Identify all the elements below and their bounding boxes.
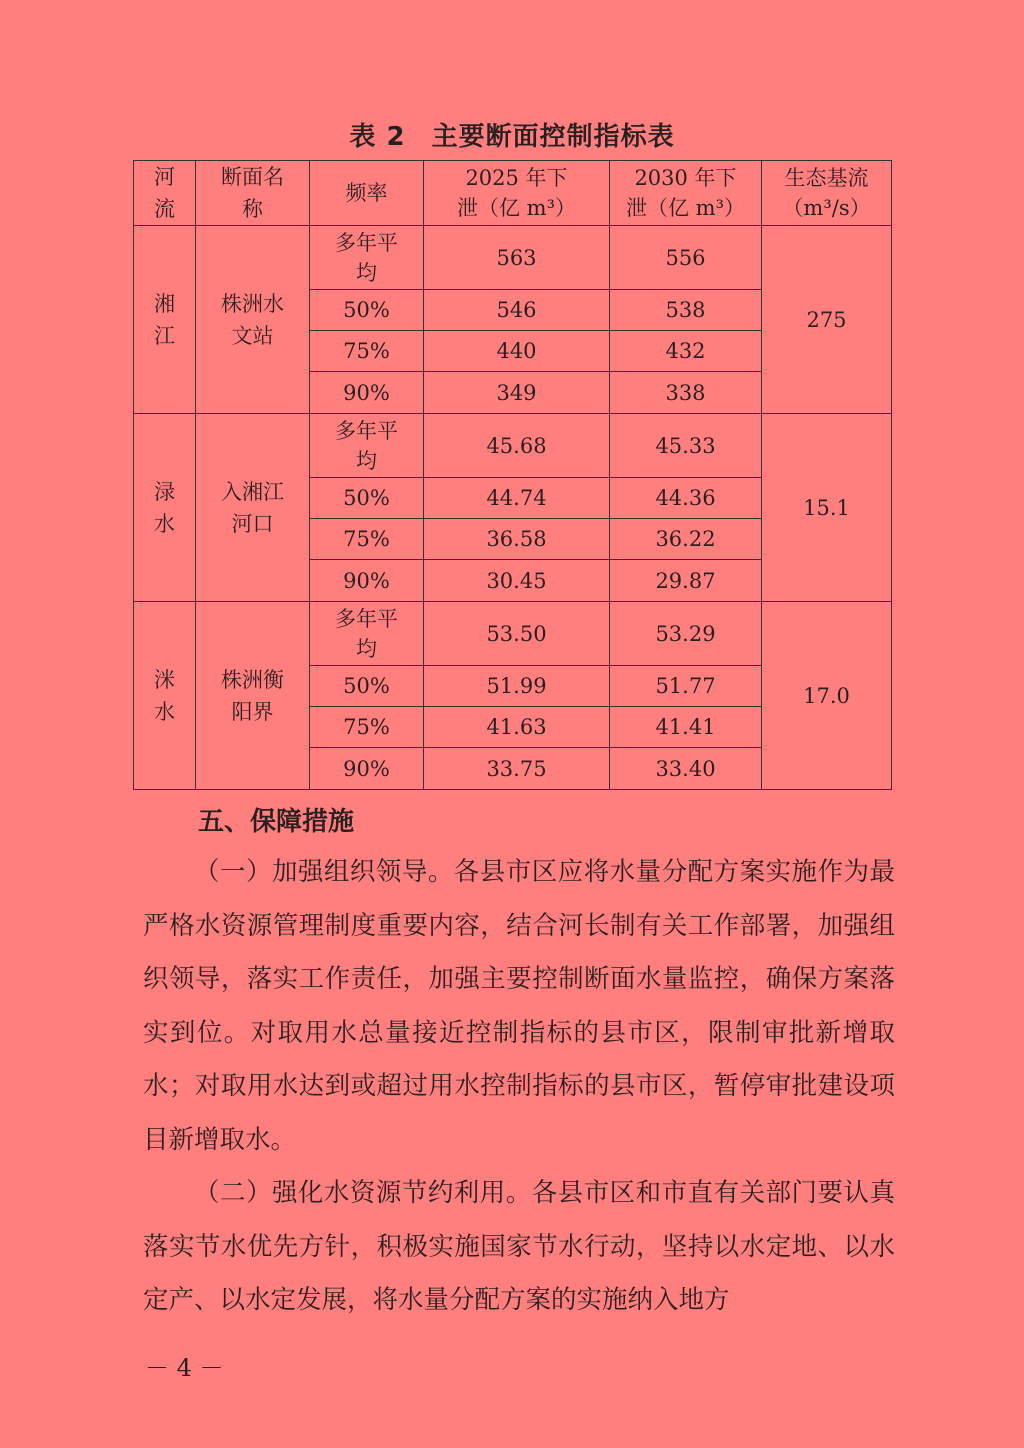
header-section: 断面名称 bbox=[196, 161, 310, 226]
value-2030-cell: 538 bbox=[610, 290, 762, 331]
value-2030-cell: 51.77 bbox=[610, 666, 762, 707]
value-2025-cell: 44.74 bbox=[424, 478, 610, 519]
table-row bbox=[134, 602, 892, 666]
frequency-cell: 90% bbox=[310, 372, 424, 414]
value-2030-cell: 45.33 bbox=[610, 414, 762, 478]
value-2030-cell: 432 bbox=[610, 331, 762, 372]
section-cell: 株洲水文站 bbox=[196, 226, 310, 414]
paragraph-1: （一）加强组织领导。各县市区应将水量分配方案实施作为最严格水资源管理制度重要内容，结合河长制有关工作部署，加强组织领导，落实工作责任，加强主要控制断面水量监控，确保方案落实到位。对取用水总量接近控制指标的县市区，限制审批新增取水；对取用水达到或超过用水控制指标的县市区，暂停审批建设项目新增取水。 bbox=[143, 857, 895, 1155]
eco-flow-cell: 17.0 bbox=[762, 602, 892, 790]
value-2030-cell: 44.36 bbox=[610, 478, 762, 519]
section-cell: 入湘江河口 bbox=[196, 414, 310, 602]
table-title bbox=[0, 116, 1024, 153]
value-2025-cell: 349 bbox=[424, 372, 610, 414]
value-2025-cell: 53.50 bbox=[424, 602, 610, 666]
frequency-cell: 90% bbox=[310, 560, 424, 602]
table-title-text: 主要断面控制指标表 bbox=[431, 122, 675, 152]
frequency-cell: 75% bbox=[310, 707, 424, 748]
value-2030-cell: 556 bbox=[610, 226, 762, 290]
value-2025-cell: 30.45 bbox=[424, 560, 610, 602]
value-2025-cell: 563 bbox=[424, 226, 610, 290]
table-number: 表 2 bbox=[349, 122, 406, 152]
header-2030: 2030 年下泄（亿 m³） bbox=[610, 161, 762, 226]
frequency-cell: 75% bbox=[310, 519, 424, 560]
river-cell: 湘江 bbox=[134, 226, 196, 414]
frequency-cell: 多年平均 bbox=[310, 226, 424, 290]
value-2030-cell: 53.29 bbox=[610, 602, 762, 666]
value-2025-cell: 36.58 bbox=[424, 519, 610, 560]
table-row bbox=[134, 414, 892, 478]
header-frequency: 频率 bbox=[310, 161, 424, 226]
frequency-cell: 90% bbox=[310, 748, 424, 790]
table-header-row bbox=[134, 161, 892, 226]
value-2030-cell: 36.22 bbox=[610, 519, 762, 560]
paragraph-2: （二）强化水资源节约利用。各县市区和市直有关部门要认真落实节水优先方针，积极实施国家节水行动，坚持以水定地、以水定产、以水定发展，将水量分配方案的实施纳入地方 bbox=[143, 1178, 895, 1315]
frequency-cell: 多年平均 bbox=[310, 602, 424, 666]
header-2025: 2025 年下泄（亿 m³） bbox=[424, 161, 610, 226]
frequency-cell: 75% bbox=[310, 331, 424, 372]
value-2030-cell: 29.87 bbox=[610, 560, 762, 602]
value-2025-cell: 51.99 bbox=[424, 666, 610, 707]
value-2025-cell: 41.63 bbox=[424, 707, 610, 748]
value-2030-cell: 41.41 bbox=[610, 707, 762, 748]
river-cell: 洣水 bbox=[134, 602, 196, 790]
section-heading: 五、保障措施 bbox=[198, 807, 355, 837]
value-2025-cell: 546 bbox=[424, 290, 610, 331]
value-2025-cell: 33.75 bbox=[424, 748, 610, 790]
frequency-cell: 50% bbox=[310, 666, 424, 707]
section-cell: 株洲衡阳界 bbox=[196, 602, 310, 790]
value-2025-cell: 440 bbox=[424, 331, 610, 372]
header-eco-flow: 生态基流（m³/s） bbox=[762, 161, 892, 226]
value-2030-cell: 338 bbox=[610, 372, 762, 414]
river-cell: 渌水 bbox=[134, 414, 196, 602]
eco-flow-cell: 15.1 bbox=[762, 414, 892, 602]
control-index-table bbox=[133, 160, 892, 790]
page-number: － 4 － bbox=[145, 1354, 224, 1382]
frequency-cell: 多年平均 bbox=[310, 414, 424, 478]
value-2030-cell: 33.40 bbox=[610, 748, 762, 790]
frequency-cell: 50% bbox=[310, 290, 424, 331]
header-river: 河流 bbox=[134, 161, 196, 226]
eco-flow-cell: 275 bbox=[762, 226, 892, 414]
frequency-cell: 50% bbox=[310, 478, 424, 519]
table-row bbox=[134, 226, 892, 290]
value-2025-cell: 45.68 bbox=[424, 414, 610, 478]
